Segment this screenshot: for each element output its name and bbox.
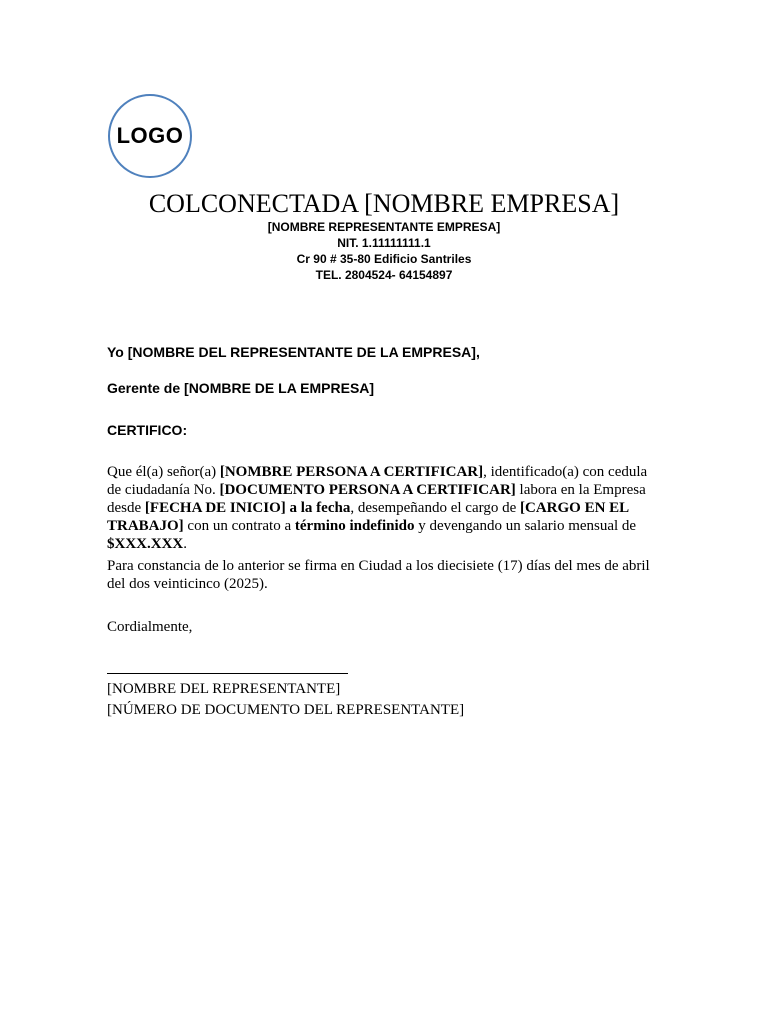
- certifico-heading: CERTIFICO:: [107, 422, 188, 438]
- signature-name: [NOMBRE DEL REPRESENTANTE]: [107, 681, 341, 697]
- closing: Cordialmente,: [107, 619, 193, 635]
- logo-text: LOGO: [116, 123, 184, 148]
- header-nit: NIT. 1.11111111.1: [337, 236, 431, 250]
- manager-line: Gerente de [NOMBRE DE LA EMPRESA]: [107, 380, 375, 396]
- signature-line: [107, 673, 348, 674]
- header-address: Cr 90 # 35-80 Edificio Santriles: [296, 252, 472, 266]
- logo: [108, 94, 192, 178]
- intro-line: Yo [NOMBRE DEL REPRESENTANTE DE LA EMPRESA],: [107, 344, 480, 360]
- header-phone: TEL. 2804524- 64154897: [315, 268, 453, 282]
- header-representative: [NOMBRE REPRESENTANTE EMPRESA]: [267, 220, 501, 234]
- constancy-paragraph: Para constancia de lo anterior se firma en Ciudad a los diecisiete (17) días del mes de abril del dos veinticinco (2025).: [107, 558, 650, 592]
- signature-document: [NÚMERO DE DOCUMENTO DEL REPRESENTANTE]: [107, 702, 465, 718]
- company-title: COLCONECTADA [NOMBRE EMPRESA]: [148, 189, 620, 218]
- certification-paragraph: Que él(a) señor(a) [NOMBRE PERSONA A CERTIFICAR], identificado(a) con cedula de ciudadanía No. [DOCUMENTO PERSONA A CERTIFICAR] labora en la Empresa desde [FECHA DE INICIO] a la fecha, desempeñando el cargo de [CARGO EN EL TRABAJO] con un contrato a término indefinido y devengando un salario mensual de $XXX.XXX.: [107, 464, 648, 552]
